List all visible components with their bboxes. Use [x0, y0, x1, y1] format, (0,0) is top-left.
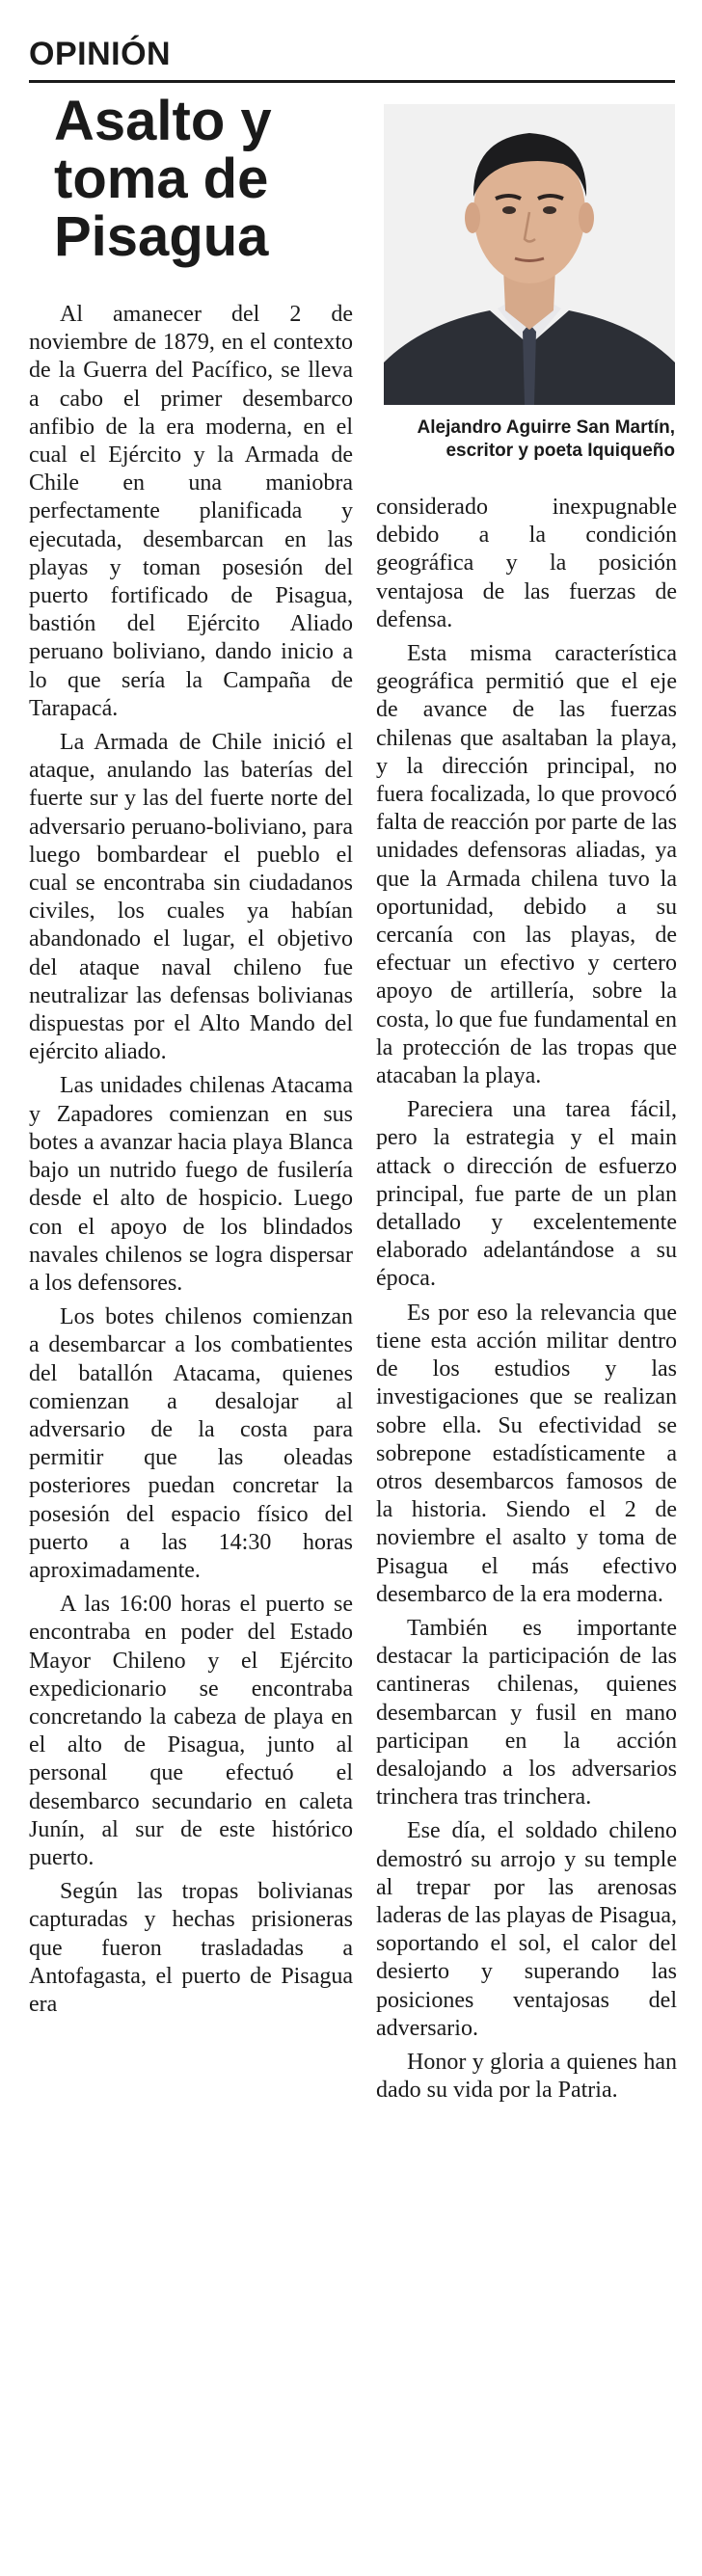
paragraph: Es por eso la relevancia que tiene esta acción militar dentro de los estudios y las investigaciones que se realizan sobre ella. Su efectividad se sobrepone estadísticamente a otros desembarcos famosos de la historia. Siendo el 2 de noviembre el asalto y toma de Pisagua el más efectivo desembarco de la era moderna.: [376, 1300, 677, 1607]
headline-line-3: Pisagua: [54, 205, 269, 268]
paragraph: La Armada de Chile inició el ataque, anulando las baterías del fuerte sur y las del fuerte norte del adversario peruano-boliviano, para luego bombardear el pueblo el cual se encontraba sin ciudadanos civiles, los cuales ya habían abandonado el lugar, el objetivo del ataque naval chileno fue neutralizar las defensas bolivianas dispuestas por el Alto Mando del ejército aliado.: [29, 730, 353, 1065]
paragraph: Honor y gloria a quienes han dado su vida por la Patria.: [376, 2049, 677, 2104]
section-divider: [29, 80, 675, 83]
paragraph: Las unidades chilenas Atacama y Zapadores comienzan en sus botes a avanzar hacia playa Blanca bajo un nutrido fuego de fusilería desde el alto de hospicio. Luego con el apoyo de los blindados navales chilenos se logra dispersar a los defensores.: [29, 1073, 353, 1296]
section-label: OPINIÓN: [29, 36, 172, 72]
author-photo: [384, 104, 675, 405]
headline-block: [29, 90, 347, 268]
paragraph: Esta misma característica geográfica permitió que el eje de avance de las fuerzas chilenas que asaltaban la playa, y la dirección principal, no fuera focalizada, lo que provocó falta de reacción por parte de las unidades defensoras aliadas, ya que la Armada chilena tuvo la oportunidad, debido a su cercanía con las playas, de efectuar un efectivo y certero apoyo de artillería, sobre la costa, lo que fue fundamental en la protección de las tropas que atacaban la playa.: [376, 641, 677, 1089]
author-portrait-illustration: [384, 104, 675, 405]
headline-line-1: Asalto y: [54, 90, 272, 152]
paragraph: Pareciera una tarea fácil, pero la estrategia y el main attack o dirección de esfuerzo principal, fue parte de un plan detallado y excelentemente elaborado adelantándose a su época.: [376, 1097, 677, 1292]
article-column-right: [376, 494, 677, 2105]
author-name: Alejandro Aguirre San Martín,: [417, 417, 675, 438]
author-caption: [366, 416, 675, 463]
article-column-left: [29, 301, 353, 2019]
paragraph: Los botes chilenos comienzan a desembarcar a los combatientes del batallón Atacama, quienes comienzan a desalojar al adversario de la costa para permitir que las oleadas posteriores puedan concretar la posesión del espacio físico del puerto a las 14:30 horas aproximadamente.: [29, 1304, 353, 1583]
paragraph-continued: considerado inexpugnable debido a la condición geográfica y la posición ventajosa de las fuerzas de defensa.: [376, 495, 677, 632]
paragraph: Según las tropas bolivianas capturadas y hechas prisioneras que fueron trasladadas a Antofagasta, el puerto de Pisagua era: [29, 1879, 353, 2017]
author-role: escritor y poeta Iquiqueño: [446, 441, 675, 461]
paragraph: Al amanecer del 2 de noviembre de 1879, en el contexto de la Guerra del Pacífico, se lleva a cabo el primer desembarco anfibio de la era moderna, en el cual el Ejército y la Armada de Chile en una maniobra perfectamente planificada y ejecutada, desembarcan en las playas y toman posesión del puerto fortificado de Pisagua, bastión del Ejército Aliado peruano boliviano, dando inicio a lo que sería la Campaña de Tarapacá.: [29, 302, 353, 721]
paragraph: A las 16:00 horas el puerto se encontraba en poder del Estado Mayor Chileno y el Ejército expedicionario se encontraba concretando la cabeza de playa en el alto de Pisagua, junto al personal que efectuó el desembarco secundario en caleta Junín, al sur de este histórico puerto.: [29, 1592, 353, 1870]
article-headline: [29, 90, 347, 268]
paragraph: Ese día, el soldado chileno demostró su arrojo y su temple al trepar por las arenosas laderas de las playas de Pisagua, soportando el sol, el calor del desierto y superando las posiciones ventajosas del adversario.: [376, 1818, 677, 2041]
headline-line-2: toma de: [54, 148, 269, 210]
paragraph: También es importante destacar la participación de las cantineras chilenas, quienes desembarcan y fusil en mano participan en la acción desalojando a los adversarios trinchera tras trinchera.: [376, 1615, 677, 1811]
